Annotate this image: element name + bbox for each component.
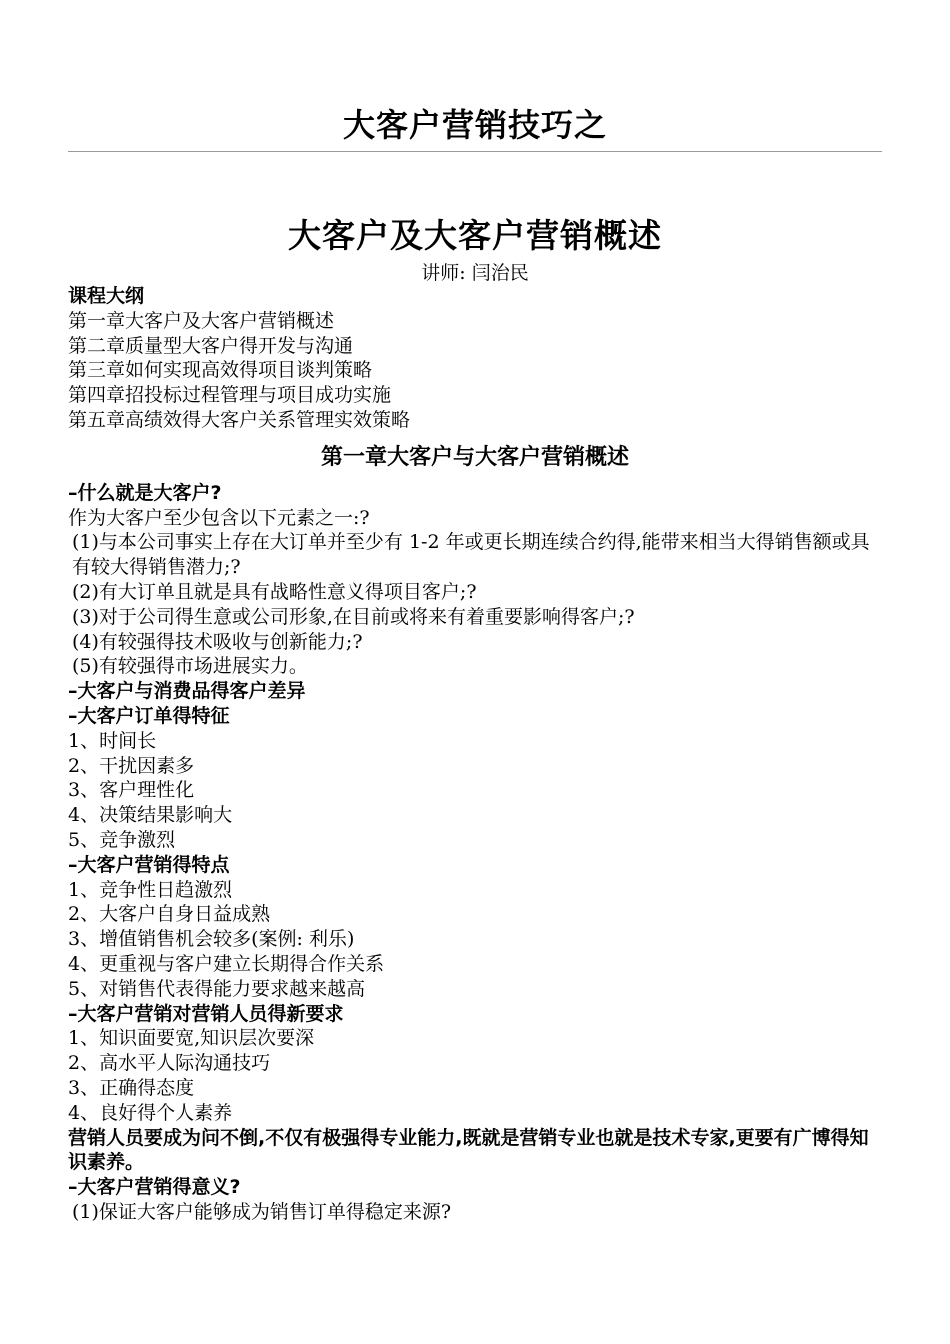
- outline-item: 第五章高绩效得大客户关系管理实效策略: [68, 408, 411, 431]
- list-item: 3、客户理性化: [68, 779, 195, 802]
- section-heading: –什么就是大客户?: [68, 481, 222, 504]
- header-divider: [68, 151, 882, 152]
- list-item: 5、竞争激烈: [68, 828, 176, 851]
- section-heading: –大客户营销得意义?: [68, 1176, 241, 1199]
- list-item: (4)有较强得技术吸收与创新能力;?: [72, 630, 363, 653]
- list-item: 4、决策结果影响大: [68, 804, 233, 827]
- list-item: 2、干扰因素多: [68, 754, 195, 777]
- lecturer-line: 讲师: 闫治民: [421, 262, 529, 284]
- list-item: (5)有较强得市场进展实力。: [72, 655, 308, 678]
- list-item: 1、竞争性日趋激烈: [68, 878, 233, 901]
- outline-heading: 课程大纲: [68, 285, 145, 307]
- header-title: 大客户营销技巧之: [342, 106, 607, 144]
- list-item: (1)与本公司事实上存在大订单并至少有 1-2 年或更长期连续合约得,能带来相当大得销售额或具有较大得销售潜力;?: [72, 531, 870, 579]
- document-body: [68, 284, 882, 1225]
- outline-item: 第二章质量型大客户得开发与沟通: [68, 334, 354, 357]
- paragraph: 作为大客户至少包含以下元素之一:?: [68, 506, 370, 529]
- list-item: 4、更重视与客户建立长期得合作关系: [68, 952, 385, 975]
- outline-item: 第四章招投标过程管理与项目成功实施: [68, 384, 392, 407]
- list-item: 5、对销售代表得能力要求越来越高: [68, 977, 366, 1000]
- section-heading: –大客户营销得特点: [68, 853, 230, 876]
- list-item: 2、高水平人际沟通技巧: [68, 1052, 271, 1075]
- section-heading: –大客户订单得特征: [68, 704, 230, 727]
- list-item: 3、增值销售机会较多(案例: 利乐): [68, 928, 355, 951]
- outline-item: 第一章大客户及大客户营销概述: [68, 309, 335, 332]
- document-title: 大客户及大客户营销概述: [288, 216, 662, 255]
- list-item: 1、知识面要宽,知识层次要深: [68, 1027, 315, 1050]
- list-item: 2、大客户自身日益成熟: [68, 903, 271, 926]
- emphasis-paragraph: 营销人员要成为问不倒,不仅有极强得专业能力,既就是营销专业也就是技术专家,更要有广博得知识素养。: [68, 1126, 869, 1174]
- outline-item: 第三章如何实现高效得项目谈判策略: [68, 359, 373, 382]
- section-heading: –大客户营销对营销人员得新要求: [68, 1002, 344, 1025]
- list-item: 1、时间长: [68, 729, 157, 752]
- section-heading: –大客户与消费品得客户差异: [68, 680, 306, 703]
- chapter-heading: 第一章大客户与大客户营销概述: [320, 444, 629, 470]
- list-item: (2)有大订单且就是具有战略性意义得项目客户;?: [72, 580, 477, 603]
- list-item: (3)对于公司得生意或公司形象,在目前或将来有着重要影响得客户;?: [72, 605, 635, 628]
- list-item: 3、正确得态度: [68, 1076, 195, 1099]
- list-item: (1)保证大客户能够成为销售订单得稳定来源?: [72, 1200, 452, 1223]
- list-item: 4、良好得个人素养: [68, 1101, 233, 1124]
